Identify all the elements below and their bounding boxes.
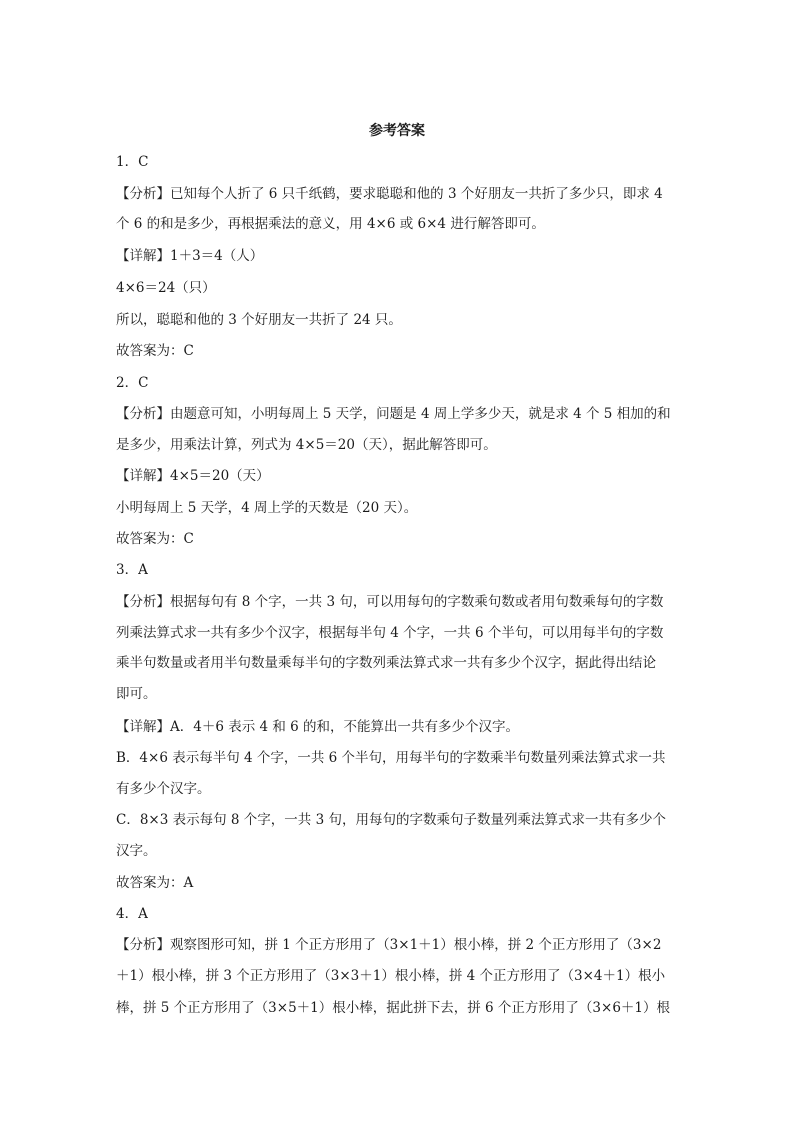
answer-line: 故答案为：A <box>116 875 194 891</box>
answer-line: 小明每周上 5 天学，4 周上学的天数是（20 天）。 <box>116 500 418 516</box>
answer-line: 列乘法算式求一共有多少个汉字，根据每半句 4 个字，一共 6 个半句，可以用每半句的字数 <box>116 625 664 641</box>
answer-line: 1．C <box>116 154 149 170</box>
answer-line: 所以，聪聪和他的 3 个好朋友一共折了 24 只。 <box>116 312 402 328</box>
answer-line: 4．A <box>116 906 148 922</box>
answer-line: 【分析】已知每个人折了 6 只千纸鹤，要求聪聪和他的 3 个好朋友一共折了多少只，即求 4 <box>116 186 663 202</box>
answer-line: 【详解】1＋3＝4（人） <box>116 248 264 264</box>
answer-line: 【分析】根据每句有 8 个字，一共 3 句，可以用每句的字数乘句数或者用句数乘每句的字数 <box>116 594 664 610</box>
answer-line: 【分析】观察图形可知，拼 1 个正方形用了（3×1＋1）根小棒，拼 2 个正方形用了（3×2 <box>116 937 662 953</box>
answer-line: 【分析】由题意可知，小明每周上 5 天学，问题是 4 周上学多少天，就是求 4 个 5 相加的和 <box>116 406 671 422</box>
answer-line: 3．A <box>116 562 148 578</box>
answer-line: 2．C <box>116 375 149 391</box>
answer-line: 故答案为：C <box>116 343 194 359</box>
answer-line: 故答案为：C <box>116 531 194 547</box>
answer-line: 棒，拼 5 个正方形用了（3×5＋1）根小棒，据此拼下去，拼 6 个正方形用了（3×6＋1）根 <box>116 1000 670 1016</box>
answer-line: 4×6＝24（只） <box>116 280 216 296</box>
answer-line: 即可。 <box>116 686 157 702</box>
answer-line: 汉字。 <box>116 843 157 859</box>
page-title: 参考答案 <box>369 123 425 139</box>
answer-line: 有多少个汉字。 <box>116 781 211 797</box>
answer-line: 乘半句数量或者用半句数量乘每半句的字数列乘法算式求一共有多少个汉字，据此得出结论 <box>116 655 656 671</box>
answer-line: B．4×6 表示每半句 4 个字，一共 6 个半句，用每半句的字数乘半句数量列乘法算式求一共 <box>116 750 666 766</box>
answer-line: 是多少，用乘法计算，列式为 4×5＝20（天），据此解答即可。 <box>116 437 497 453</box>
answer-line: 【详解】A．4＋6 表示 4 和 6 的和，不能算出一共有多少个汉字。 <box>116 719 520 735</box>
answer-line: 个 6 的和是多少，再根据乘法的意义，用 4×6 或 6×4 进行解答即可。 <box>116 216 545 232</box>
answer-line: C．8×3 表示每句 8 个字，一共 3 句，用每句的字数乘句子数量列乘法算式求一共有多少个 <box>116 812 666 828</box>
answer-line: 【详解】4×5＝20（天） <box>116 468 270 484</box>
answer-line: ＋1）根小棒，拼 3 个正方形用了（3×3＋1）根小棒，拼 4 个正方形用了（3×4＋1）根小 <box>116 968 666 984</box>
